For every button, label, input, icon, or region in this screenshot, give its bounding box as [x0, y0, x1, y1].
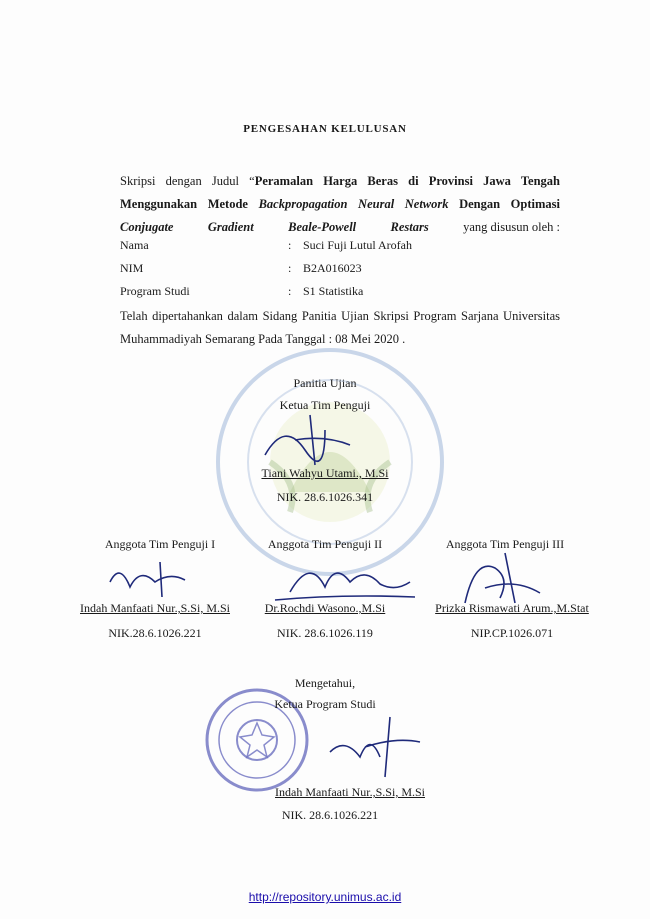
- repository-link[interactable]: http://repository.unimus.ac.id: [248, 890, 402, 904]
- approval-name: Indah Manfaati Nur.,S.Si, M.Si: [275, 785, 425, 799]
- approval-role: Ketua Program Studi: [274, 697, 376, 711]
- approval-signature-icon: [320, 712, 430, 782]
- field-value: Suci Fuji Lutul Arofah: [303, 238, 412, 252]
- thesis-prefix: Skripsi dengan Judul “: [120, 174, 255, 188]
- document-title: PENGESAHAN KELULUSAN: [243, 123, 407, 135]
- thesis-title-part-1: Peramalan Harga Beras di Provinsi Jawa Tengah Menggunakan Metode: [120, 174, 560, 211]
- field-value: S1 Statistika: [303, 284, 364, 298]
- chair-name: Tiani Wahyu Utami., M.Si: [261, 466, 389, 480]
- thesis-title-part-3: Dengan Optimasi: [459, 197, 560, 211]
- field-separator: :: [288, 284, 292, 298]
- defense-statement: Telah dipertahankan dalam Sidang Panitia Ujian Skripsi Program Sarjana Universitas Muhammadiyah Semarang Pada Tanggal : 08 Mei 2020 .: [120, 309, 560, 346]
- committee-heading: Panitia Ujian: [293, 376, 357, 390]
- thesis-title-part-4: Conjugate Gradient Beale-Powell Restars: [120, 220, 429, 234]
- field-value: B2A016023: [303, 261, 362, 275]
- chair-nik: NIK. 28.6.1026.341: [276, 490, 374, 504]
- examiner-2-role: Anggota Tim Penguji II: [267, 537, 383, 551]
- examiner-1-nik: NIK.28.6.1026.221: [108, 626, 202, 640]
- examiner-2-nik: NIK. 28.6.1026.119: [277, 626, 373, 640]
- field-label: Program Studi: [120, 284, 190, 298]
- footer: [0, 890, 650, 904]
- approval-heading: Mengetahui,: [294, 676, 356, 690]
- field-label: Nama: [120, 238, 149, 252]
- examiner-1-role: Anggota Tim Penguji I: [104, 537, 216, 551]
- examiner-3-role: Anggota Tim Penguji III: [445, 537, 565, 551]
- examiner-3-signature-icon: [455, 548, 555, 608]
- chair-role: Ketua Tim Penguji: [279, 398, 371, 412]
- thesis-suffix: yang disusun oleh :: [463, 220, 560, 234]
- field-separator: :: [288, 261, 292, 275]
- field-separator: :: [288, 238, 292, 252]
- examiner-3-nik: NIP.CP.1026.071: [470, 626, 554, 640]
- field-label: NIM: [120, 261, 144, 275]
- approval-nik: NIK. 28.6.1026.221: [281, 808, 379, 822]
- examiner-2-signature-icon: [270, 552, 420, 607]
- examiner-2-name: Dr.Rochdi Wasono.,M.Si: [264, 601, 386, 615]
- thesis-statement: [120, 170, 560, 239]
- examiner-1-signature-icon: [100, 552, 210, 602]
- thesis-title-part-2: Backpropagation Neural Network: [258, 197, 449, 211]
- examiner-1-name: Indah Manfaati Nur.,S.Si, M.Si: [80, 601, 230, 615]
- examiner-3-name: Prizka Rismawati Arum.,M.Stat: [435, 601, 589, 615]
- chair-signature-icon: [255, 410, 365, 470]
